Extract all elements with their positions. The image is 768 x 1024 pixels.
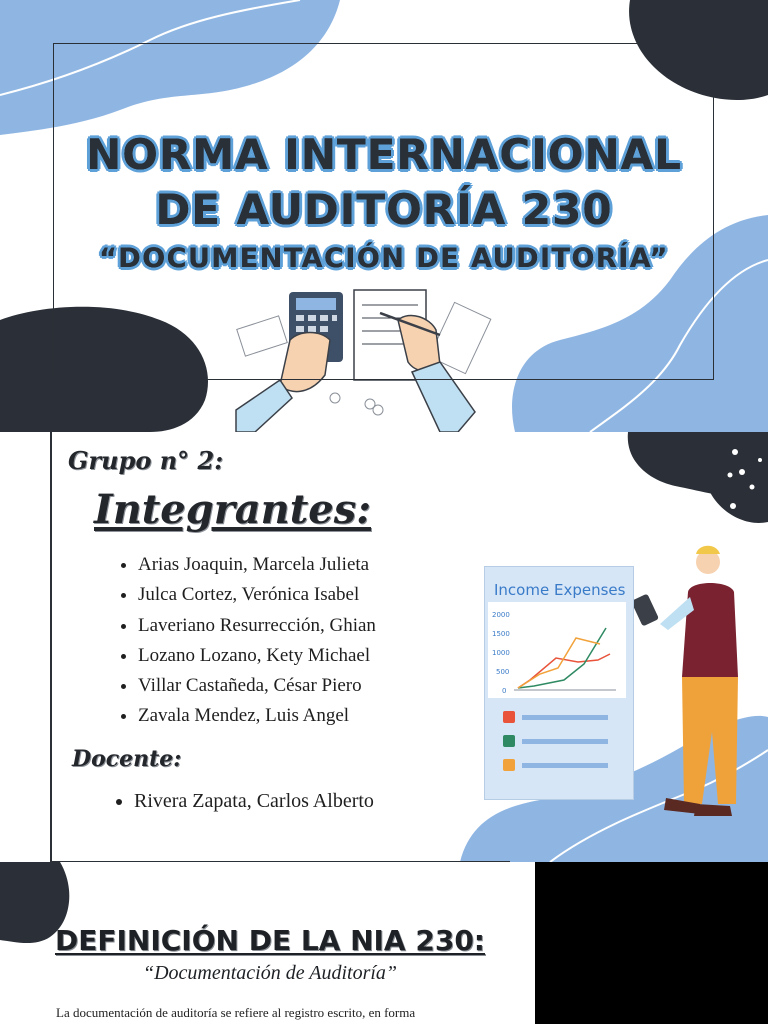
legend-swatch-orange [503,759,515,771]
member-item: • Villar Castañeda, César Piero [138,671,376,701]
dark-panel [535,862,768,1024]
member-item: • Zavala Mendez, Luis Angel [138,701,376,731]
income-chart [488,602,626,698]
member-item: • Laveriano Resurrección, Ghian [138,611,376,641]
members-page [0,432,768,862]
legend-bar [522,739,608,744]
members-frame-left [50,432,52,862]
cover-title-line2: DE AUDITORÍA 230 [155,185,613,234]
definition-body: La documentación de auditoría se refiere al registro escrito, en forma [56,1005,416,1020]
legend-swatch-red [503,711,515,723]
member-item: • Lozano Lozano, Kety Michael [138,641,376,671]
legend-bar [522,763,608,768]
legend-swatch-green [503,735,515,747]
teacher-heading: Docente: [72,746,182,772]
group-label: Grupo n° 2: [68,446,224,475]
y-tick: 0 [502,687,507,695]
income-card-title: Income Expenses [494,581,626,599]
legend-bar [522,715,608,720]
teacher-list [100,790,374,813]
members-list [110,550,376,732]
definition-subheading: “Documentación de Auditoría” [142,962,398,984]
y-tick: 1000 [492,649,510,657]
cover-subtitle: “DOCUMENTACIÓN DE AUDITORÍA” [99,243,669,274]
y-tick: 1500 [492,630,510,638]
y-tick: 500 [496,668,510,676]
y-tick: 2000 [492,611,510,619]
definition-heading: DEFINICIÓN DE LA NIA 230: [54,924,485,957]
definition-page [0,862,768,1024]
cover-title-line1: NORMA INTERNACIONAL [86,130,682,179]
phone-icon [631,594,659,627]
members-heading: Integrantes: [94,486,371,533]
teacher-item: • Rivera Zapata, Carlos Alberto [134,790,374,813]
cover-page [0,0,768,432]
member-item: • Julca Cortez, Verónica Isabel [138,580,376,610]
member-item: • Arias Joaquin, Marcela Julieta [138,550,376,580]
